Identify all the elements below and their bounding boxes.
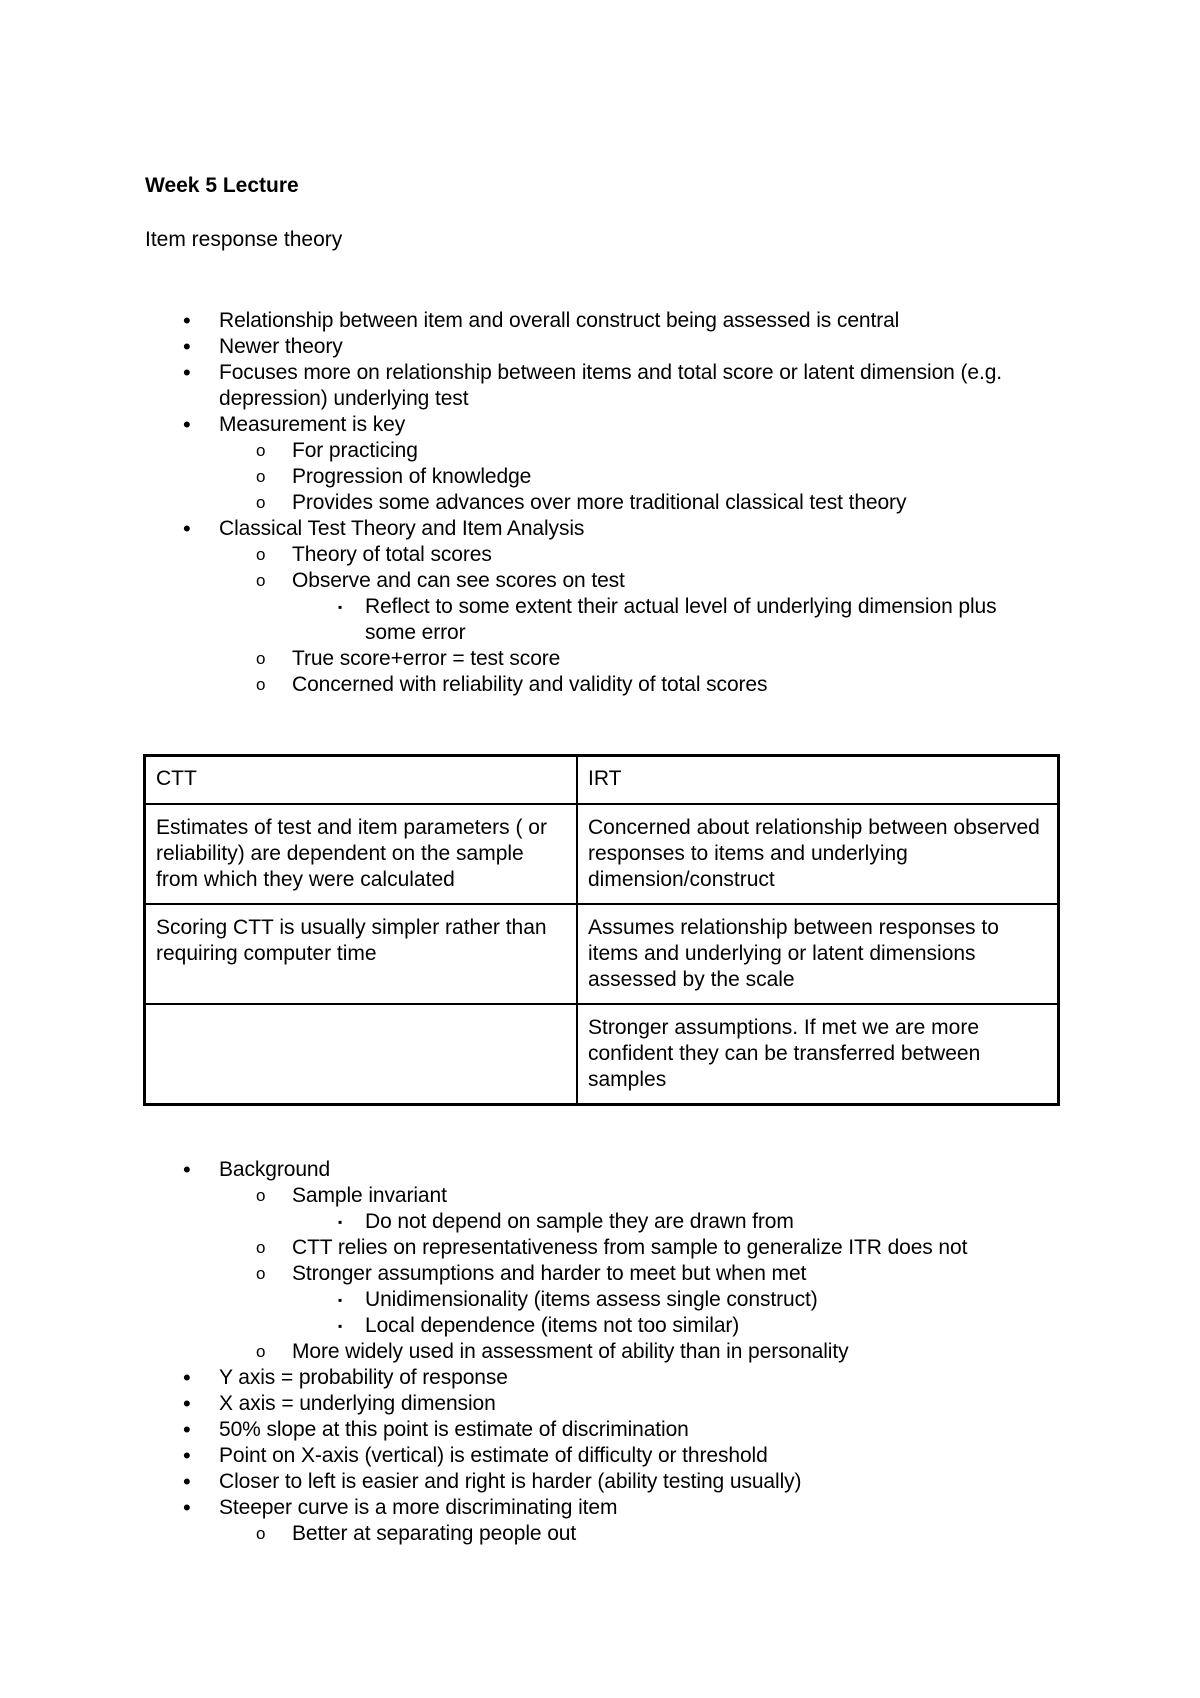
bullet-icon [183,1495,191,1522]
list-item-text: Measurement is key [219,413,406,436]
circle-bullet-icon [256,1521,265,1547]
list-item-text: Y axis = probability of response [219,1366,508,1389]
list-item-text: Relationship between item and overall construct being assessed is central [219,309,900,332]
bullet-icon [183,334,191,361]
list-item-text: Closer to left is easier and right is harder (ability testing usually) [219,1470,802,1493]
table-header-row [145,756,1059,805]
list-item [0,646,1200,672]
list-item-text: Do not depend on sample they are drawn from [365,1210,794,1233]
bullet-icon [183,516,191,543]
list-item-text: Classical Test Theory and Item Analysis [219,517,585,540]
list-item-text: Stronger assumptions and harder to meet but when met [292,1262,807,1285]
bullet-icon [183,1391,191,1418]
list-item-text: Provides some advances over more traditional classical test theory [292,491,907,514]
list-item [0,438,1200,464]
circle-bullet-icon [256,672,265,698]
square-bullet-icon [338,1313,342,1339]
list-item-text: Local dependence (items not too similar) [365,1314,740,1337]
table-cell: Stronger assumptions. If met we are more confident they can be transferred between samples [577,1004,1059,1105]
list-item-text: 50% slope at this point is estimate of discrimination [219,1418,689,1441]
list-item [0,308,1200,334]
ctt-irt-comparison-table [143,754,1060,1106]
table-cell-empty [145,1004,578,1105]
bullet-icon [183,1417,191,1444]
list-item [0,1183,1200,1209]
list-item [0,1157,1200,1183]
list-item-text: X axis = underlying dimension [219,1392,496,1415]
circle-bullet-icon [256,464,265,490]
list-item-text: Newer theory [219,335,343,358]
list-item-text: Concerned with reliability and validity of total scores [292,673,768,696]
list-item-text: Focuses more on relationship between items and total score or latent dimension (e.g. depression) underlying test [219,361,1003,410]
list-item-text: Point on X-axis (vertical) is estimate of difficulty or threshold [219,1444,768,1467]
list-item [0,672,1200,698]
list-item-text: Sample invariant [292,1184,447,1207]
table-header-irt: IRT [577,756,1059,805]
table-row [145,904,1059,1004]
list-item [0,1469,1200,1495]
bullet-icon [183,308,191,335]
list-item [0,516,1200,542]
bullet-icon [183,1365,191,1392]
circle-bullet-icon [256,1339,265,1365]
list-item-text: Background [219,1158,331,1181]
notes-list-top [0,308,1200,698]
notes-list-bottom [0,1157,1200,1547]
list-item [0,1495,1200,1521]
list-item [0,594,1200,646]
circle-bullet-icon [256,490,265,516]
table-row [145,1004,1059,1105]
list-item-text: Unidimensionality (items assess single construct) [365,1288,818,1311]
list-item [0,1313,1200,1339]
circle-bullet-icon [256,1261,265,1287]
list-item-text: Better at separating people out [292,1522,577,1545]
list-item [0,412,1200,438]
circle-bullet-icon [256,542,265,568]
square-bullet-icon [338,1209,342,1235]
document-title: Week 5 Lecture [145,174,299,197]
list-item [0,360,1200,412]
list-item-text: For practicing [292,439,418,462]
list-item [0,1339,1200,1365]
circle-bullet-icon [256,646,265,672]
bullet-icon [183,1443,191,1470]
list-item-text: CTT relies on representativeness from sample to generalize ITR does not [292,1236,968,1259]
list-item [0,1521,1200,1547]
circle-bullet-icon [256,438,265,464]
list-item-text: Theory of total scores [292,543,492,566]
list-item [0,1261,1200,1287]
list-item [0,542,1200,568]
document-subtitle: Item response theory [145,228,343,251]
list-item [0,490,1200,516]
circle-bullet-icon [256,1183,265,1209]
list-item [0,1235,1200,1261]
list-item-text: Observe and can see scores on test [292,569,625,592]
list-item [0,334,1200,360]
list-item [0,464,1200,490]
list-item [0,1365,1200,1391]
circle-bullet-icon [256,568,265,594]
list-item [0,1209,1200,1235]
list-item-text: Reflect to some extent their actual level of underlying dimension plus some error [365,595,997,644]
circle-bullet-icon [256,1235,265,1261]
list-item [0,1391,1200,1417]
list-item-text: More widely used in assessment of ability than in personality [292,1340,849,1363]
square-bullet-icon [338,1287,342,1313]
bullet-icon [183,360,191,387]
bullet-icon [183,1157,191,1184]
list-item [0,1443,1200,1469]
table-row [145,804,1059,904]
list-item [0,568,1200,594]
square-bullet-icon [338,594,342,620]
table-cell: Estimates of test and item parameters ( or reliability) are dependent on the sample from which they were calculated [145,804,578,904]
list-item-text: Progression of knowledge [292,465,532,488]
bullet-icon [183,1469,191,1496]
list-item [0,1417,1200,1443]
list-item-text: Steeper curve is a more discriminating item [219,1496,618,1519]
table-header-ctt: CTT [145,756,578,805]
list-item-text: True score+error = test score [292,647,561,670]
table-cell: Scoring CTT is usually simpler rather than requiring computer time [145,904,578,1004]
table-cell: Assumes relationship between responses to items and underlying or latent dimensions assessed by the scale [577,904,1059,1004]
list-item [0,1287,1200,1313]
bullet-icon [183,412,191,439]
table-cell: Concerned about relationship between observed responses to items and underlying dimension/construct [577,804,1059,904]
